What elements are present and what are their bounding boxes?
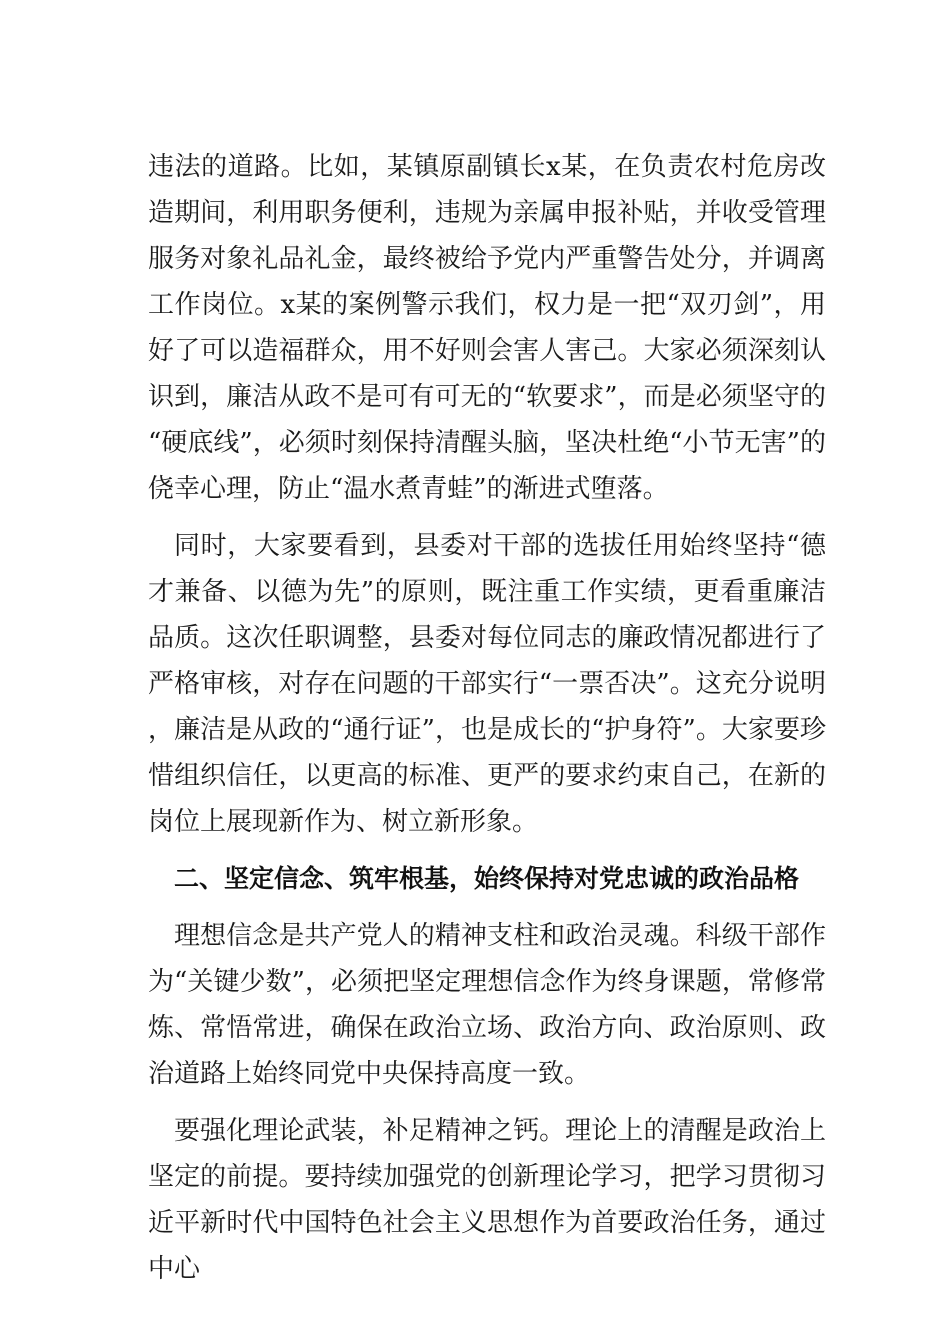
paragraph-4: 要强化理论武装，补足精神之钙。理论上的清醒是政治上坚定的前提。要持续加强党的创新理论学习，把学习贯彻习近平新时代中国特色社会主义思想作为首要政治任务，通过中心 bbox=[148, 1116, 826, 1284]
section-heading: 二、坚定信念、筑牢根基，始终保持对党忠诚的政治品格 bbox=[174, 864, 800, 893]
paragraph-2: 同时，大家要看到，县委对干部的选拔任用始终坚持“德才兼备、以德为先”的原则，既注重工作实绩，更看重廉洁品质。这次任职调整，县委对每位同志的廉政情况都进行了严格审核，对存在问题的干部实行“一票否决”。这充分说明，廉洁是从政的“通行证”，也是成长的“护身符”。大家要珍惜组织信任，以更高的标准、更严的要求约束自己，在新的岗位上展现新作为、树立新形象。 bbox=[148, 531, 826, 837]
paragraph-3: 理想信念是共产党人的精神支柱和政治灵魂。科级干部作为“关键少数”，必须把坚定理想信念作为终身课题，常修常炼、常悟常进，确保在政治立场、政治方向、政治原则、政治道路上始终同党中央保持高度一致。 bbox=[148, 921, 826, 1089]
paragraph-1: 违法的道路。比如，某镇原副镇长x某，在负责农村危房改造期间，利用职务便利，违规为亲属申报补贴，并收受管理服务对象礼品礼金，最终被给予党内严重警告处分，并调离工作岗位。x某的案例警示我们，权力是一把“双刃剑”，用好了可以造福群众，用不好则会害人害己。大家必须深刻认识到，廉洁从政不是可有可无的“软要求”，而是必须坚守的“硬底线”，必须时刻保持清醒头脑，坚决杜绝“小节无害”的侥幸心理，防止“温水煮青蛙”的渐进式堕落。 bbox=[148, 152, 826, 504]
document-body bbox=[148, 144, 826, 1303]
